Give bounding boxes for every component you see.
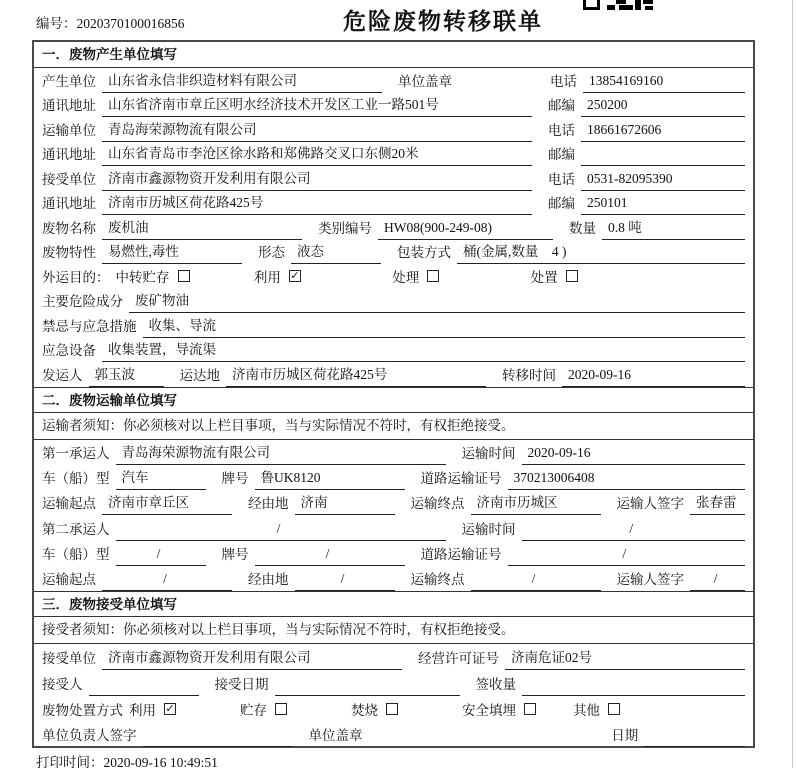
via-point-1-value: 济南 xyxy=(295,491,395,515)
transport-origin-2-label: 运输起点 xyxy=(42,572,96,588)
section-2-header: 二．废物运输单位填写 xyxy=(34,387,753,413)
checkbox-landfill xyxy=(462,699,573,722)
producer-zip-value: 250200 xyxy=(581,97,745,117)
vehicle-type-2-value: / xyxy=(116,546,206,566)
checkbox-other-label: 其他 xyxy=(572,702,600,718)
receiving-unit-value: 济南市鑫源物资开发利用有限公司 xyxy=(102,646,402,670)
print-time-value: 2020-09-16 10:49:51 xyxy=(103,755,218,768)
form-row xyxy=(34,289,753,314)
via-point-1-label: 经由地 xyxy=(248,496,289,512)
consignor-label: 发运人 xyxy=(42,367,83,383)
form-row xyxy=(34,191,753,216)
checkbox-utilize-label: 利用 xyxy=(129,702,156,718)
receive-unit-value: 济南市鑫源物资开发利用有限公司 xyxy=(102,167,532,191)
checkbox-incineration-box xyxy=(386,703,398,715)
checkbox-other-box xyxy=(608,703,620,715)
via-point-2-label: 经由地 xyxy=(248,572,289,588)
destination-label: 运达地 xyxy=(179,367,220,383)
checkbox-other xyxy=(573,699,684,722)
via-point-2-value: / xyxy=(295,571,395,591)
checkbox-incineration xyxy=(351,699,462,722)
transport-end-2-label: 运输终点 xyxy=(410,572,465,588)
checkbox-landfill-box xyxy=(524,703,536,715)
date-field-label: 日期 xyxy=(611,728,639,744)
waste-name-value: 废机油 xyxy=(102,216,302,240)
waste-name-label: 废物名称 xyxy=(42,220,96,236)
form-row xyxy=(34,68,753,93)
destination-value: 济南市历城区荷花路425号 xyxy=(226,363,486,387)
checkbox-utilization-box: ✓ xyxy=(290,269,300,282)
waste-characteristics-value: 易燃性,毒性 xyxy=(102,240,242,264)
transport-phone-label: 电话 xyxy=(548,122,575,138)
form-row xyxy=(34,215,753,240)
transport-origin-1-value: 济南市章丘区 xyxy=(102,491,232,515)
checkbox-landfill-label: 安全填埋 xyxy=(461,702,516,718)
checkbox-incineration-label: 焚烧 xyxy=(350,702,378,718)
vehicle-type-1-value: 汽车 xyxy=(116,466,206,490)
waste-category-code-value: HW08(900-249-08) xyxy=(378,220,553,240)
transport-end-1-label: 运输终点 xyxy=(410,496,465,512)
receiving-unit-label: 接受单位 xyxy=(42,651,96,667)
form-row xyxy=(34,338,753,363)
producer-zip-label: 邮编 xyxy=(548,98,575,113)
transport-address-value: 山东省青岛市李沧区徐水路和郑佛路交叉口东侧20米 xyxy=(102,142,532,166)
packaging-method-label: 包装方式 xyxy=(397,245,451,260)
checkbox-disposal-label: 处置 xyxy=(530,269,558,285)
transport-phone-value: 18661672606 xyxy=(581,122,745,142)
page-edge-line xyxy=(792,0,793,768)
receive-address-label: 通讯地址 xyxy=(42,196,96,211)
unit-seal-label: 单位盖章 xyxy=(308,728,363,744)
waste-quantity-label: 数量 xyxy=(569,220,596,236)
transport-origin-2-value: / xyxy=(102,571,232,591)
checkbox-disposal xyxy=(531,266,669,289)
road-permit-2-value: / xyxy=(508,546,746,566)
plate-number-1-label: 牌号 xyxy=(221,471,249,487)
plate-number-1-value: 鲁UK8120 xyxy=(255,466,405,490)
form-row xyxy=(34,696,753,722)
waste-form-value: 液态 xyxy=(291,240,381,264)
road-permit-1-value: 370213006408 xyxy=(508,470,746,490)
road-permit-1-label: 道路运输证号 xyxy=(420,471,502,487)
checkbox-utilize-box: ✓ xyxy=(165,702,175,716)
plate-number-2-value: / xyxy=(255,546,405,566)
waste-quantity-value: 0.8 吨 xyxy=(602,216,745,240)
checkbox-treatment-label: 处理 xyxy=(392,269,420,285)
responsible-signature-value xyxy=(143,743,293,747)
receiver-person-label: 接受人 xyxy=(42,676,83,692)
receive-unit-label: 接受单位 xyxy=(42,171,96,187)
form-row xyxy=(34,117,753,142)
form-row xyxy=(34,541,753,566)
form-row xyxy=(34,566,753,591)
form-row xyxy=(34,490,753,515)
vehicle-type-2-label: 车（船）型 xyxy=(42,546,110,562)
checkbox-utilization-label: 利用 xyxy=(253,269,281,285)
producer-address-label: 通讯地址 xyxy=(42,98,96,113)
checkbox-transit-storage xyxy=(116,266,254,289)
first-carrier-label: 第一承运人 xyxy=(42,445,110,461)
producer-phone-label: 电话 xyxy=(550,73,577,89)
waste-category-code-label: 类别编号 xyxy=(318,220,372,236)
serial-label: 编号： xyxy=(36,16,77,31)
receive-zip-label: 邮编 xyxy=(548,196,575,211)
plate-number-2-label: 牌号 xyxy=(221,546,249,562)
checkbox-transit-storage-label: 中转贮存 xyxy=(115,269,170,285)
section-2 xyxy=(34,387,753,592)
section-1 xyxy=(34,42,753,387)
form-row xyxy=(34,313,753,338)
form-row xyxy=(34,93,753,118)
checkbox-treatment-box xyxy=(427,270,439,282)
transfer-purpose-label: 外运目的： xyxy=(42,269,110,285)
checkbox-utilize xyxy=(129,699,240,722)
receive-phone-value: 0531-82095390 xyxy=(581,171,745,191)
checkbox-treatment xyxy=(392,266,530,289)
main-hazard-component-label: 主要危险成分 xyxy=(42,294,123,309)
transfer-date-value: 2020-09-16 xyxy=(562,367,745,387)
transport-unit-value: 青岛海荣源物流有限公司 xyxy=(102,118,532,142)
checkbox-utilization xyxy=(254,266,392,289)
checkbox-transit-storage-box xyxy=(178,270,190,282)
form-row xyxy=(34,440,753,465)
responsible-signature-label: 单位负责人签字 xyxy=(42,728,137,744)
print-time xyxy=(36,751,218,768)
checkbox-storage xyxy=(240,699,351,722)
vehicle-type-1-label: 车（船）型 xyxy=(42,471,110,487)
checkbox-disposal-box xyxy=(566,270,578,282)
form-row xyxy=(34,644,753,670)
section-3 xyxy=(34,591,753,747)
checkbox-storage-label: 贮存 xyxy=(239,702,267,718)
license-number-label: 经营许可证号 xyxy=(418,651,499,667)
serial-value: 2020370100016856 xyxy=(76,16,185,31)
transport-date-2-value: / xyxy=(522,521,746,541)
transport-unit-label: 运输单位 xyxy=(42,122,96,138)
carrier-signature-1-value: 张春雷 xyxy=(690,491,745,515)
producer-unit-label: 产生单位 xyxy=(42,73,96,89)
transport-end-2-value: / xyxy=(471,571,601,591)
waste-form-label: 形态 xyxy=(258,245,285,260)
producer-address-value: 山东省济南市章丘区明水经济技术开发区工业一路501号 xyxy=(102,93,532,117)
transport-origin-1-label: 运输起点 xyxy=(42,496,96,512)
second-carrier-value: / xyxy=(116,521,446,541)
transport-date-1-value: 2020-09-16 xyxy=(522,445,746,465)
emergency-measures-label: 禁忌与应急措施 xyxy=(42,318,137,334)
disposal-method-label: 废物处置方式 xyxy=(42,702,123,718)
qr-code-fragment xyxy=(583,0,653,10)
form-row xyxy=(34,515,753,540)
carrier-signature-1-label: 运输人签字 xyxy=(616,496,684,512)
received-quantity-value xyxy=(522,692,745,696)
emergency-measures-value: 收集、导流 xyxy=(143,314,746,338)
form-row xyxy=(34,722,753,748)
transport-end-1-value: 济南市历城区 xyxy=(471,491,601,515)
waste-characteristics-label: 废物特性 xyxy=(42,245,96,260)
transport-date-2-label: 运输时间 xyxy=(461,521,516,537)
receive-date-label: 接受日期 xyxy=(214,676,269,692)
producer-unit-value: 山东省永信非织造材料有限公司 xyxy=(102,69,382,93)
transport-zip-label: 邮编 xyxy=(548,147,575,162)
packaging-method-value: 桶(金属,数量 4 ) xyxy=(457,240,745,264)
section-3-notice: 接受者须知：你必须核对以上栏目事项，当与实际情况不符时，有权拒绝接受。 xyxy=(34,617,753,644)
receive-address-value: 济南市历城区荷花路425号 xyxy=(102,191,532,215)
receive-zip-value: 250101 xyxy=(581,195,745,215)
second-carrier-label: 第二承运人 xyxy=(42,521,110,537)
form-row xyxy=(34,362,753,387)
license-number-value: 济南危证02号 xyxy=(505,646,745,670)
section-1-header: 一．废物产生单位填写 xyxy=(34,42,753,68)
main-hazard-component-value: 废矿物油 xyxy=(129,289,745,313)
receive-date-value xyxy=(275,692,460,696)
road-permit-2-label: 道路运输证号 xyxy=(420,546,502,562)
section-2-notice: 运输者须知：你必须核对以上栏目事项，当与实际情况不符时，有权拒绝接受。 xyxy=(34,413,753,440)
received-quantity-label: 签收量 xyxy=(475,676,516,692)
carrier-signature-2-value: / xyxy=(690,571,745,591)
checkbox-storage-box xyxy=(275,703,287,715)
form-row xyxy=(34,240,753,265)
producer-phone-value: 13854169160 xyxy=(583,73,745,93)
emergency-equipment-value: 收集装置，导流渠 xyxy=(102,338,745,362)
page-title: 危险废物转移联单 xyxy=(343,8,543,34)
form-row xyxy=(34,142,753,167)
form-row xyxy=(34,670,753,696)
form-row xyxy=(34,264,753,289)
manifest-form-table xyxy=(32,40,755,748)
print-time-label: 打印时间： xyxy=(36,755,104,768)
date-field-value xyxy=(644,743,745,747)
producer-unit-seal-label: 单位盖章 xyxy=(398,73,452,89)
carrier-signature-2-label: 运输人签字 xyxy=(616,572,684,588)
consignor-value: 郭玉波 xyxy=(89,363,164,387)
emergency-equipment-label: 应急设备 xyxy=(42,343,96,358)
section-3-header: 三．废物接受单位填写 xyxy=(34,591,753,617)
transport-address-label: 通讯地址 xyxy=(42,147,96,162)
receive-phone-label: 电话 xyxy=(548,171,575,187)
transfer-date-label: 转移时间 xyxy=(502,367,556,383)
transport-zip-value xyxy=(581,162,745,166)
first-carrier-value: 青岛海荣源物流有限公司 xyxy=(116,441,446,465)
receiver-person-value xyxy=(89,692,199,696)
form-row xyxy=(34,166,753,191)
transport-date-1-label: 运输时间 xyxy=(461,445,516,461)
form-row xyxy=(34,465,753,490)
